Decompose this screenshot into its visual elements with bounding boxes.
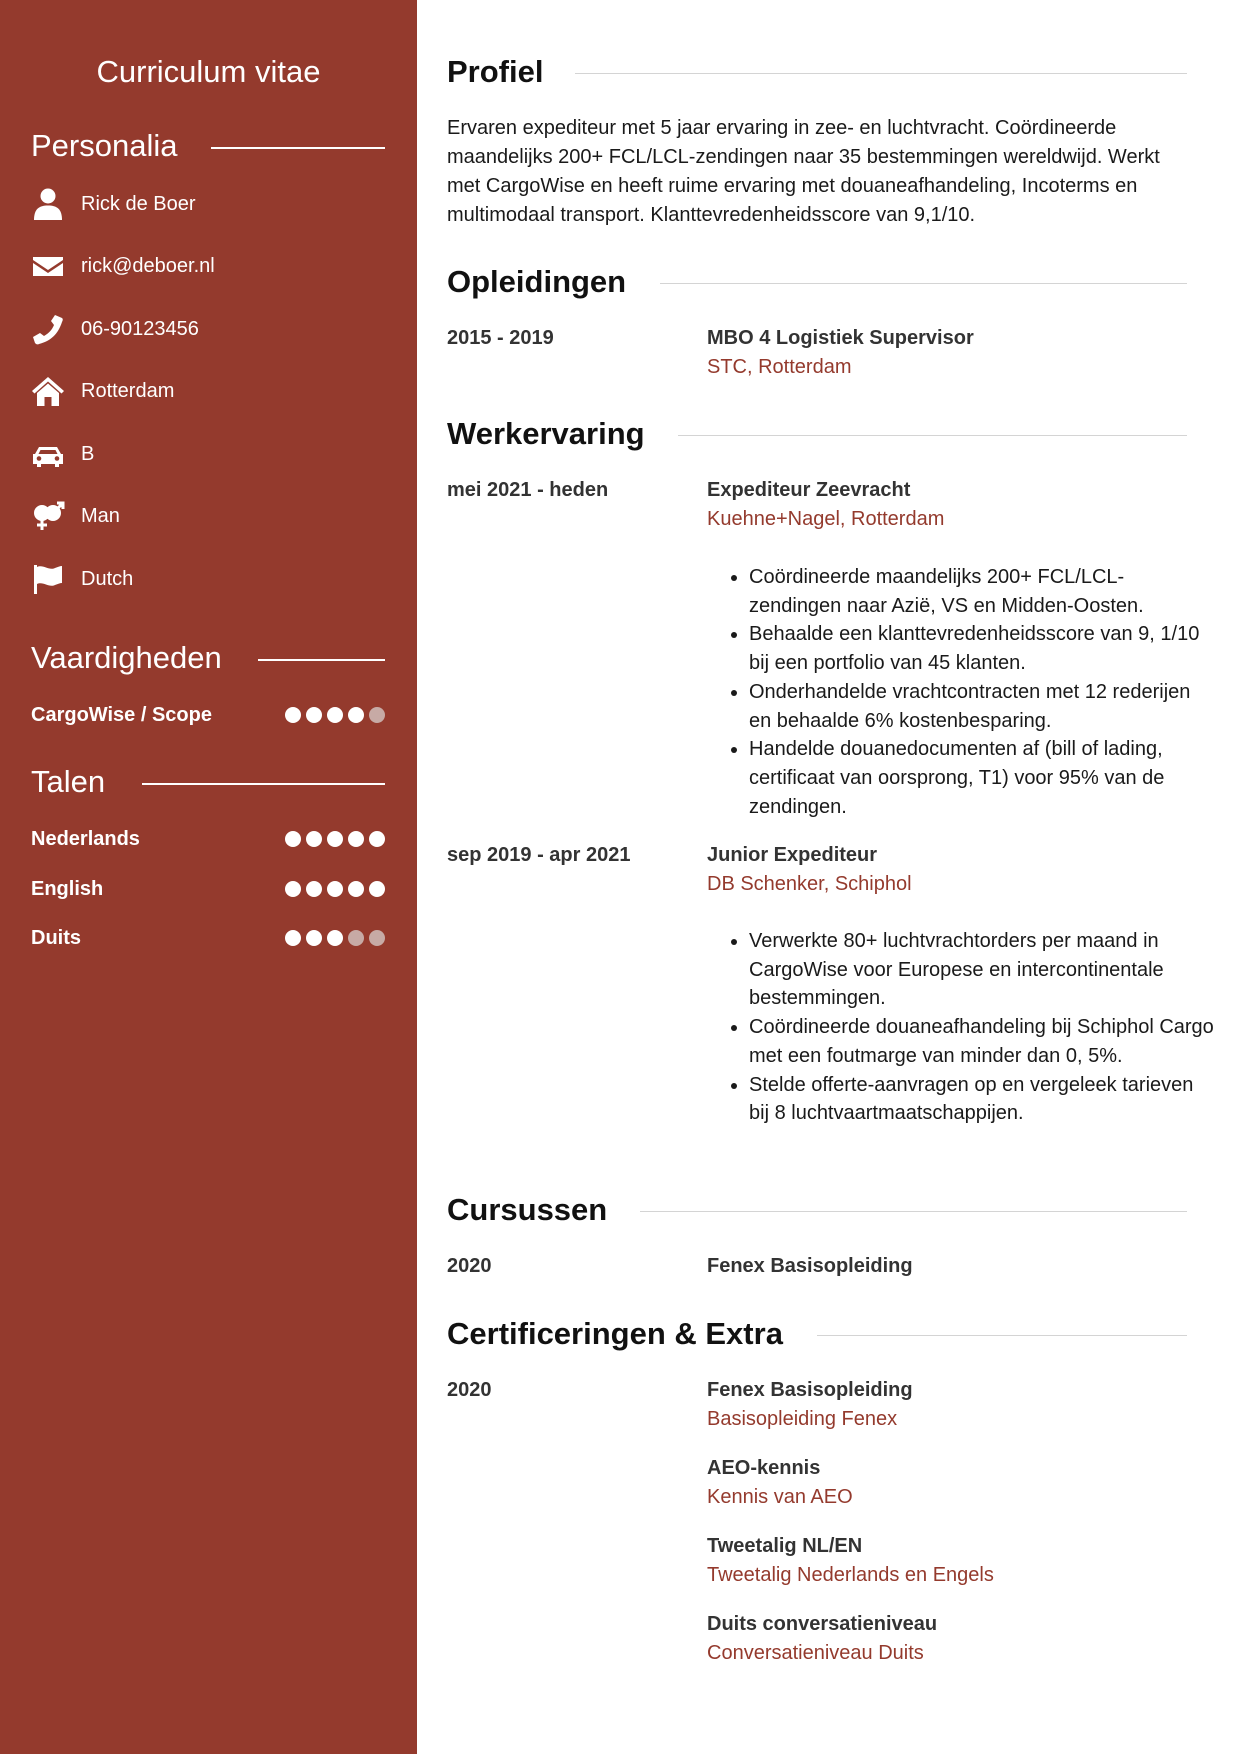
- rating-dot-empty: [369, 930, 385, 946]
- contact-nationality: Dutch: [31, 559, 133, 599]
- certification-description: Basisopleiding Fenex: [707, 1408, 898, 1430]
- job-date: mei 2021 - heden: [447, 479, 609, 501]
- contact-city: Rotterdam: [31, 371, 174, 411]
- rating-dots: [285, 930, 385, 946]
- rating-dot-filled: [285, 881, 301, 897]
- rating-dots: [285, 707, 385, 723]
- flag-icon: [31, 562, 65, 596]
- rating-dot-filled: [285, 831, 301, 847]
- language-row: Duits: [31, 924, 385, 952]
- certification-description: Tweetalig Nederlands en Engels: [707, 1564, 994, 1586]
- divider: [678, 435, 1187, 436]
- rating-dot-filled: [306, 707, 322, 723]
- skill-row: CargoWise / Scope: [31, 701, 385, 729]
- rating-dot-filled: [369, 831, 385, 847]
- rating-dot-filled: [327, 881, 343, 897]
- profile-text: Ervaren expediteur met 5 jaar ervaring in zee- en luchtvracht. Coördineerde maandelijks 200+ FCL/LCL-zendingen naar 35 bestemmingen wereldwijd. Werkt met CargoWise en heeft ruime ervaring met douaneafhandeling, Incoterms en multimodaal transport. Klanttevredenheidsscore van 9,1/10.: [447, 117, 1160, 226]
- list-item: • Onderhandelde vrachtcontracten met 12 rederijen en behaalde 6% kostenbesparing.: [749, 678, 1214, 735]
- divider: [575, 73, 1187, 74]
- education-heading: Opleidingen: [447, 262, 1187, 302]
- experience-heading: Werkervaring: [447, 414, 1187, 454]
- certification-description: Kennis van AEO: [707, 1486, 853, 1508]
- rating-dot-filled: [285, 930, 301, 946]
- divider: [660, 283, 1187, 284]
- rating-dot-filled: [348, 831, 364, 847]
- skills-heading: Vaardigheden: [31, 638, 385, 678]
- language-row: Nederlands: [31, 825, 385, 853]
- job-date: sep 2019 - apr 2021: [447, 844, 631, 866]
- rating-dot-filled: [327, 831, 343, 847]
- envelope-icon: [31, 249, 65, 283]
- contact-phone[interactable]: 06-90123456: [31, 309, 199, 349]
- home-icon: [31, 374, 65, 408]
- list-item: • Coördineerde douaneafhandeling bij Schiphol Cargo met een foutmarge van minder dan 0, 5%.: [749, 1013, 1214, 1070]
- list-item: • Behaalde een klanttevredenheidsscore van 9, 1/10 bij een portfolio van 45 klanten.: [749, 620, 1214, 677]
- job-bullets: [722, 927, 1214, 1128]
- contact-license: B: [31, 434, 94, 474]
- rating-dots: [285, 881, 385, 897]
- language-row: English: [31, 875, 385, 903]
- list-item: • Handelde douanedocumenten af (bill of lading, certificaat van oorsprong, T1) voor 95% van de zendingen.: [749, 735, 1214, 821]
- job-title: Junior Expediteur: [707, 844, 878, 866]
- job-employer: Kuehne+Nagel, Rotterdam: [707, 508, 945, 530]
- contact-name: Rick de Boer: [31, 184, 196, 224]
- rating-dot-filled: [306, 831, 322, 847]
- list-item: • Stelde offerte-aanvragen op en vergeleek tarieven bij 8 luchtvaartmaatschappijen.: [749, 1071, 1214, 1128]
- contact-email[interactable]: rick@deboer.nl: [31, 246, 215, 286]
- gender-icon: [31, 499, 65, 533]
- rating-dot-filled: [327, 930, 343, 946]
- person-icon: [31, 187, 65, 221]
- course-title: Fenex Basisopleiding: [707, 1255, 913, 1277]
- education-date: 2015 - 2019: [447, 327, 554, 349]
- rating-dot-filled: [369, 881, 385, 897]
- education-title: MBO 4 Logistiek Supervisor: [707, 327, 974, 349]
- rating-dot-empty: [348, 930, 364, 946]
- rating-dot-filled: [306, 930, 322, 946]
- rating-dot-filled: [285, 707, 301, 723]
- certification-date: 2020: [447, 1379, 492, 1401]
- contact-gender: Man: [31, 496, 120, 536]
- certification-description: Conversatieniveau Duits: [707, 1642, 924, 1664]
- certification-title: AEO-kennis: [707, 1457, 821, 1479]
- profile-heading: Profiel: [447, 52, 1187, 92]
- rating-dot-empty: [369, 707, 385, 723]
- rating-dots: [285, 831, 385, 847]
- certification-title: Tweetalig NL/EN: [707, 1535, 863, 1557]
- rating-dot-filled: [327, 707, 343, 723]
- divider: [640, 1211, 1187, 1212]
- car-icon: [31, 437, 65, 471]
- certification-title: Fenex Basisopleiding: [707, 1379, 913, 1401]
- list-item: • Coördineerde maandelijks 200+ FCL/LCL-zendingen naar Azië, VS en Midden-Oosten.: [749, 563, 1214, 620]
- job-employer: DB Schenker, Schiphol: [707, 873, 912, 895]
- job-bullets: [722, 563, 1214, 821]
- education-school: STC, Rotterdam: [707, 356, 852, 378]
- divider: [817, 1335, 1187, 1336]
- courses-heading: Cursussen: [447, 1190, 1187, 1230]
- course-date: 2020: [447, 1255, 492, 1277]
- certifications-heading: Certificeringen & Extra: [447, 1314, 1187, 1354]
- rating-dot-filled: [348, 881, 364, 897]
- rating-dot-filled: [306, 881, 322, 897]
- cv-title: Curriculum vitae: [96, 54, 321, 89]
- certification-title: Duits conversatieniveau: [707, 1613, 938, 1635]
- personalia-heading: Personalia: [31, 126, 385, 166]
- rating-dot-filled: [348, 707, 364, 723]
- sidebar: [0, 0, 417, 1754]
- phone-icon: [31, 312, 65, 346]
- job-title: Expediteur Zeevracht: [707, 479, 911, 501]
- list-item: • Verwerkte 80+ luchtvrachtorders per maand in CargoWise voor Europese en intercontinentale bestemmingen.: [749, 927, 1214, 1013]
- languages-heading: Talen: [31, 762, 385, 802]
